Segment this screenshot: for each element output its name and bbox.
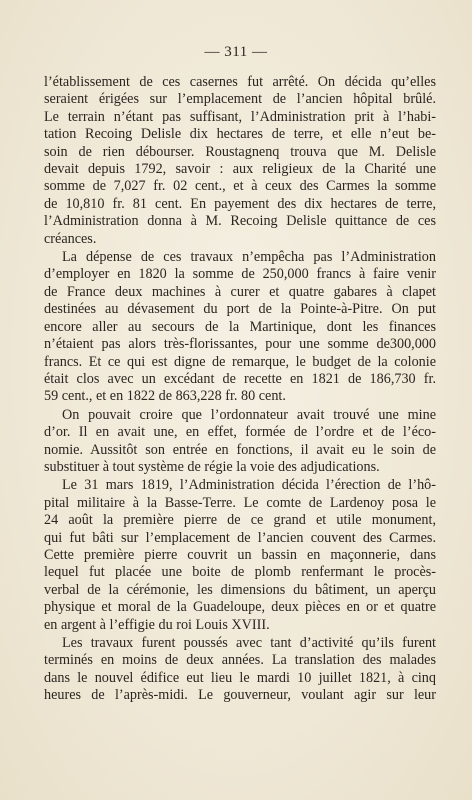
text-line: Le 31 mars 1819, l’Administration décida l’érection de l’hô- bbox=[62, 477, 436, 494]
text-line: l’Administration donna à M. Recoing Delisle quittance de ces bbox=[44, 213, 436, 230]
text-line: devait depuis 1792, savoir : aux religieux de la Charité une bbox=[44, 161, 436, 178]
text-line: qui fut bâti sur l’emplacement de l’ancien couvent des Carmes. bbox=[44, 529, 436, 546]
text-line: 59 cent., et en 1822 de 863,228 fr. 80 cent. bbox=[44, 388, 286, 405]
text-line: terminés en moins de deux années. La translation des malades bbox=[44, 652, 436, 669]
text-line: n’étaient pas alors très-florissantes, pour une somme de300,000 bbox=[44, 336, 436, 353]
text-line: soin de rien débourser. Roustagnenq trouva que M. Delisle bbox=[44, 143, 436, 160]
text-line: 24 août la première pierre de ce grand et utile monument, bbox=[44, 512, 436, 529]
text-line: Les travaux furent poussés avec tant d’activité qu’ils furent bbox=[62, 635, 436, 651]
body-text bbox=[44, 74, 436, 706]
text-line: d’employer en 1820 la somme de 250,000 francs à faire venir bbox=[44, 266, 436, 283]
text-line: tation Recoing Delisle dix hectares de terre, et elle n’eut be- bbox=[44, 126, 436, 143]
text-line: dans le nouvel édifice eut lieu le mardi 10 juillet 1821, à cinq bbox=[44, 669, 436, 686]
text-line: La dépense de ces travaux n’empêcha pas l’Administration bbox=[62, 249, 436, 266]
text-line: On pouvait croire que l’ordonnateur avait trouvé une mine bbox=[62, 406, 436, 423]
text-line: en argent à l’effigie du roi Louis XVIII. bbox=[44, 616, 270, 633]
text-line: d’or. Il en avait une, en effet, formée de l’ordre et de l’éco- bbox=[44, 424, 436, 441]
paragraph bbox=[44, 74, 436, 248]
text-line: heures de l’après-midi. Le gouverneur, voulant agir sur leur bbox=[44, 687, 436, 704]
text-line: lequel fut placée une boite de plomb renfermant le procès- bbox=[44, 564, 436, 581]
text-line: verbal de la cérémonie, les dimensions du bâtiment, un aperçu bbox=[44, 581, 436, 598]
text-line: somme de 7,027 fr. 02 cent., et à ceux des Carmes la somme bbox=[44, 178, 436, 195]
paragraph bbox=[44, 407, 436, 477]
text-line: pital militaire à la Basse-Terre. Le comte de Lardenoy posa le bbox=[44, 494, 436, 511]
text-line: substituer à tout système de régie la voie des adjudications. bbox=[44, 458, 380, 475]
text-line: l’établissement de ces casernes fut arrêté. On décida qu’elles bbox=[44, 74, 436, 90]
text-line: seraient érigées sur l’emplacement de l’ancien hôpital brûlé. bbox=[44, 91, 436, 108]
text-line: francs. Et ce qui est digne de remarque, le budget de la colonie bbox=[44, 353, 436, 370]
text-line: destinées au dévasement du port de la Pointe-à-Pitre. On put bbox=[44, 301, 436, 318]
paragraph bbox=[44, 249, 436, 406]
text-line: de 10,810 fr. 81 cent. En payement des dix hectares de terre, bbox=[44, 195, 436, 212]
page-number: — 311 — bbox=[204, 44, 268, 60]
text-line: de France deux machines à curer et quatre gabares à clapet bbox=[44, 283, 436, 300]
text-line: créances. bbox=[44, 230, 97, 247]
text-line: encore aller au secours de la Martinique, dont les finances bbox=[44, 318, 436, 335]
text-line: était clos avec un excédant de recette en 1821 de 186,730 fr. bbox=[44, 370, 436, 387]
paragraph bbox=[44, 635, 436, 705]
paragraph bbox=[44, 477, 436, 634]
text-line: Le terrain n’étant pas suffisant, l’Administration prit à l’habi- bbox=[44, 108, 436, 125]
text-line: physique et moral de la Guadeloupe, deux pièces en or et quatre bbox=[44, 599, 436, 616]
text-line: nomie. Aussitôt son entrée en fonctions, il avait eu le soin de bbox=[44, 441, 436, 458]
text-line: Cette première pierre couvrit un bassin en maçonnerie, dans bbox=[44, 546, 436, 563]
